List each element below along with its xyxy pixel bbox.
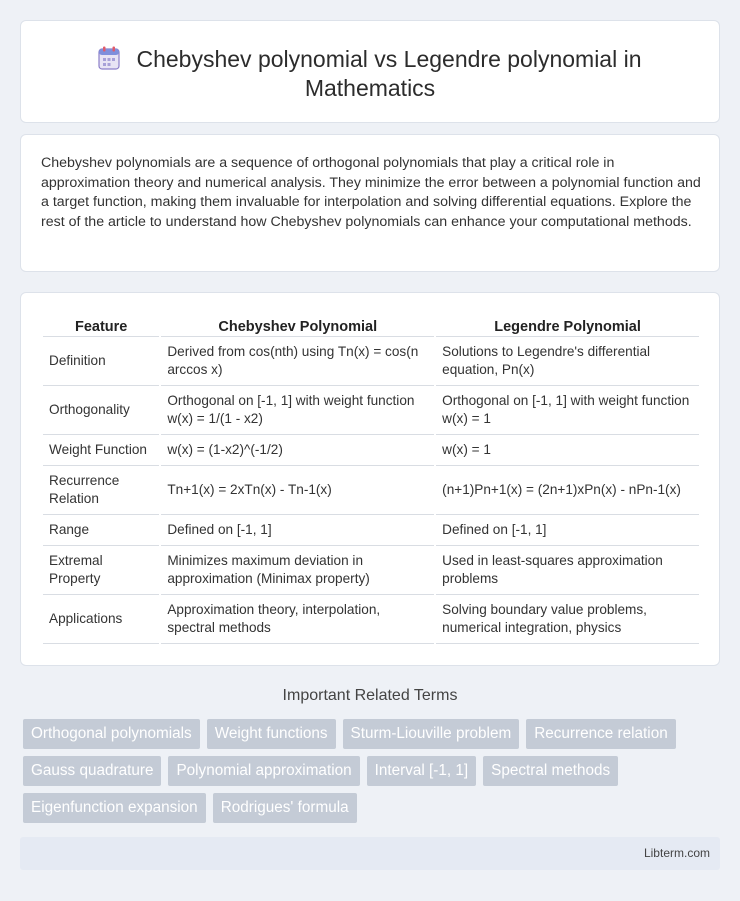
legendre-cell: (n+1)Pn+1(x) = (2n+1)xPn(x) - nPn-1(x) [436, 466, 699, 515]
comparison-card [20, 292, 720, 666]
feature-cell: Range [43, 515, 159, 546]
legendre-cell: Defined on [-1, 1] [436, 515, 699, 546]
header-feature: Feature [43, 315, 159, 337]
table-row [43, 595, 699, 644]
related-term-tag[interactable]: Eigenfunction expansion [23, 793, 206, 823]
header-chebyshev: Chebyshev Polynomial [161, 315, 434, 337]
header-legendre: Legendre Polynomial [436, 315, 699, 337]
chebyshev-cell: Tn+1(x) = 2xTn(x) - Tn-1(x) [161, 466, 434, 515]
feature-cell: Applications [43, 595, 159, 644]
table-row [43, 466, 699, 515]
title-line-2: Mathematics [304, 75, 436, 101]
feature-cell: Definition [43, 337, 159, 386]
chebyshev-cell: Derived from cos(nth) using Tn(x) = cos(n arccos x) [161, 337, 434, 386]
chebyshev-cell: Approximation theory, interpolation, spectral methods [161, 595, 434, 644]
legendre-cell: Used in least-squares approximation problems [436, 546, 699, 595]
table-row [43, 546, 699, 595]
comparison-table [41, 315, 701, 644]
chebyshev-cell: Minimizes maximum deviation in approximation (Minimax property) [161, 546, 434, 595]
table-row [43, 337, 699, 386]
legendre-cell: Solving boundary value problems, numerical integration, physics [436, 595, 699, 644]
related-term-tag[interactable]: Sturm-Liouville problem [343, 719, 520, 749]
related-terms-list [23, 719, 723, 830]
related-term-tag[interactable]: Weight functions [207, 719, 336, 749]
page-title [21, 45, 719, 103]
intro-paragraph: Chebyshev polynomials are a sequence of orthogonal polynomials that play a critical role in approximation theory and numerical analysis. They minimize the error between a polynomial function and a target function, making them invaluable for interpolation and solving differential equations. Explore the rest of the article to understand how Chebyshev polynomials can enhance your computational methods. [41, 155, 701, 230]
feature-cell: Recurrence Relation [43, 466, 159, 515]
feature-cell: Weight Function [43, 435, 159, 466]
feature-cell: Orthogonality [43, 386, 159, 435]
related-term-tag[interactable]: Orthogonal polynomials [23, 719, 200, 749]
legendre-cell: Solutions to Legendre's differential equation, Pn(x) [436, 337, 699, 386]
feature-cell: Extremal Property [43, 546, 159, 595]
legendre-cell: Orthogonal on [-1, 1] with weight function w(x) = 1 [436, 386, 699, 435]
footer [20, 837, 720, 870]
related-term-tag[interactable]: Interval [-1, 1] [367, 756, 477, 786]
chebyshev-cell: w(x) = (1-x2)^(-1/2) [161, 435, 434, 466]
table-header-row [43, 315, 699, 337]
calendar-icon [98, 46, 120, 70]
chebyshev-cell: Defined on [-1, 1] [161, 515, 434, 546]
related-term-tag[interactable]: Gauss quadrature [23, 756, 161, 786]
related-term-tag[interactable]: Recurrence relation [526, 719, 676, 749]
legendre-cell: w(x) = 1 [436, 435, 699, 466]
title-line-1: Chebyshev polynomial vs Legendre polynomial in [136, 46, 642, 72]
table-row [43, 386, 699, 435]
chebyshev-cell: Orthogonal on [-1, 1] with weight function w(x) = 1/(1 - x2) [161, 386, 434, 435]
related-term-tag[interactable]: Polynomial approximation [168, 756, 359, 786]
table-row [43, 435, 699, 466]
related-terms-heading: Important Related Terms [282, 687, 458, 704]
footer-site-link[interactable]: Libterm.com [643, 846, 710, 860]
header-card [20, 20, 720, 123]
intro-card [20, 134, 720, 272]
table-row [43, 515, 699, 546]
related-term-tag[interactable]: Spectral methods [483, 756, 618, 786]
related-term-tag[interactable]: Rodrigues' formula [213, 793, 357, 823]
